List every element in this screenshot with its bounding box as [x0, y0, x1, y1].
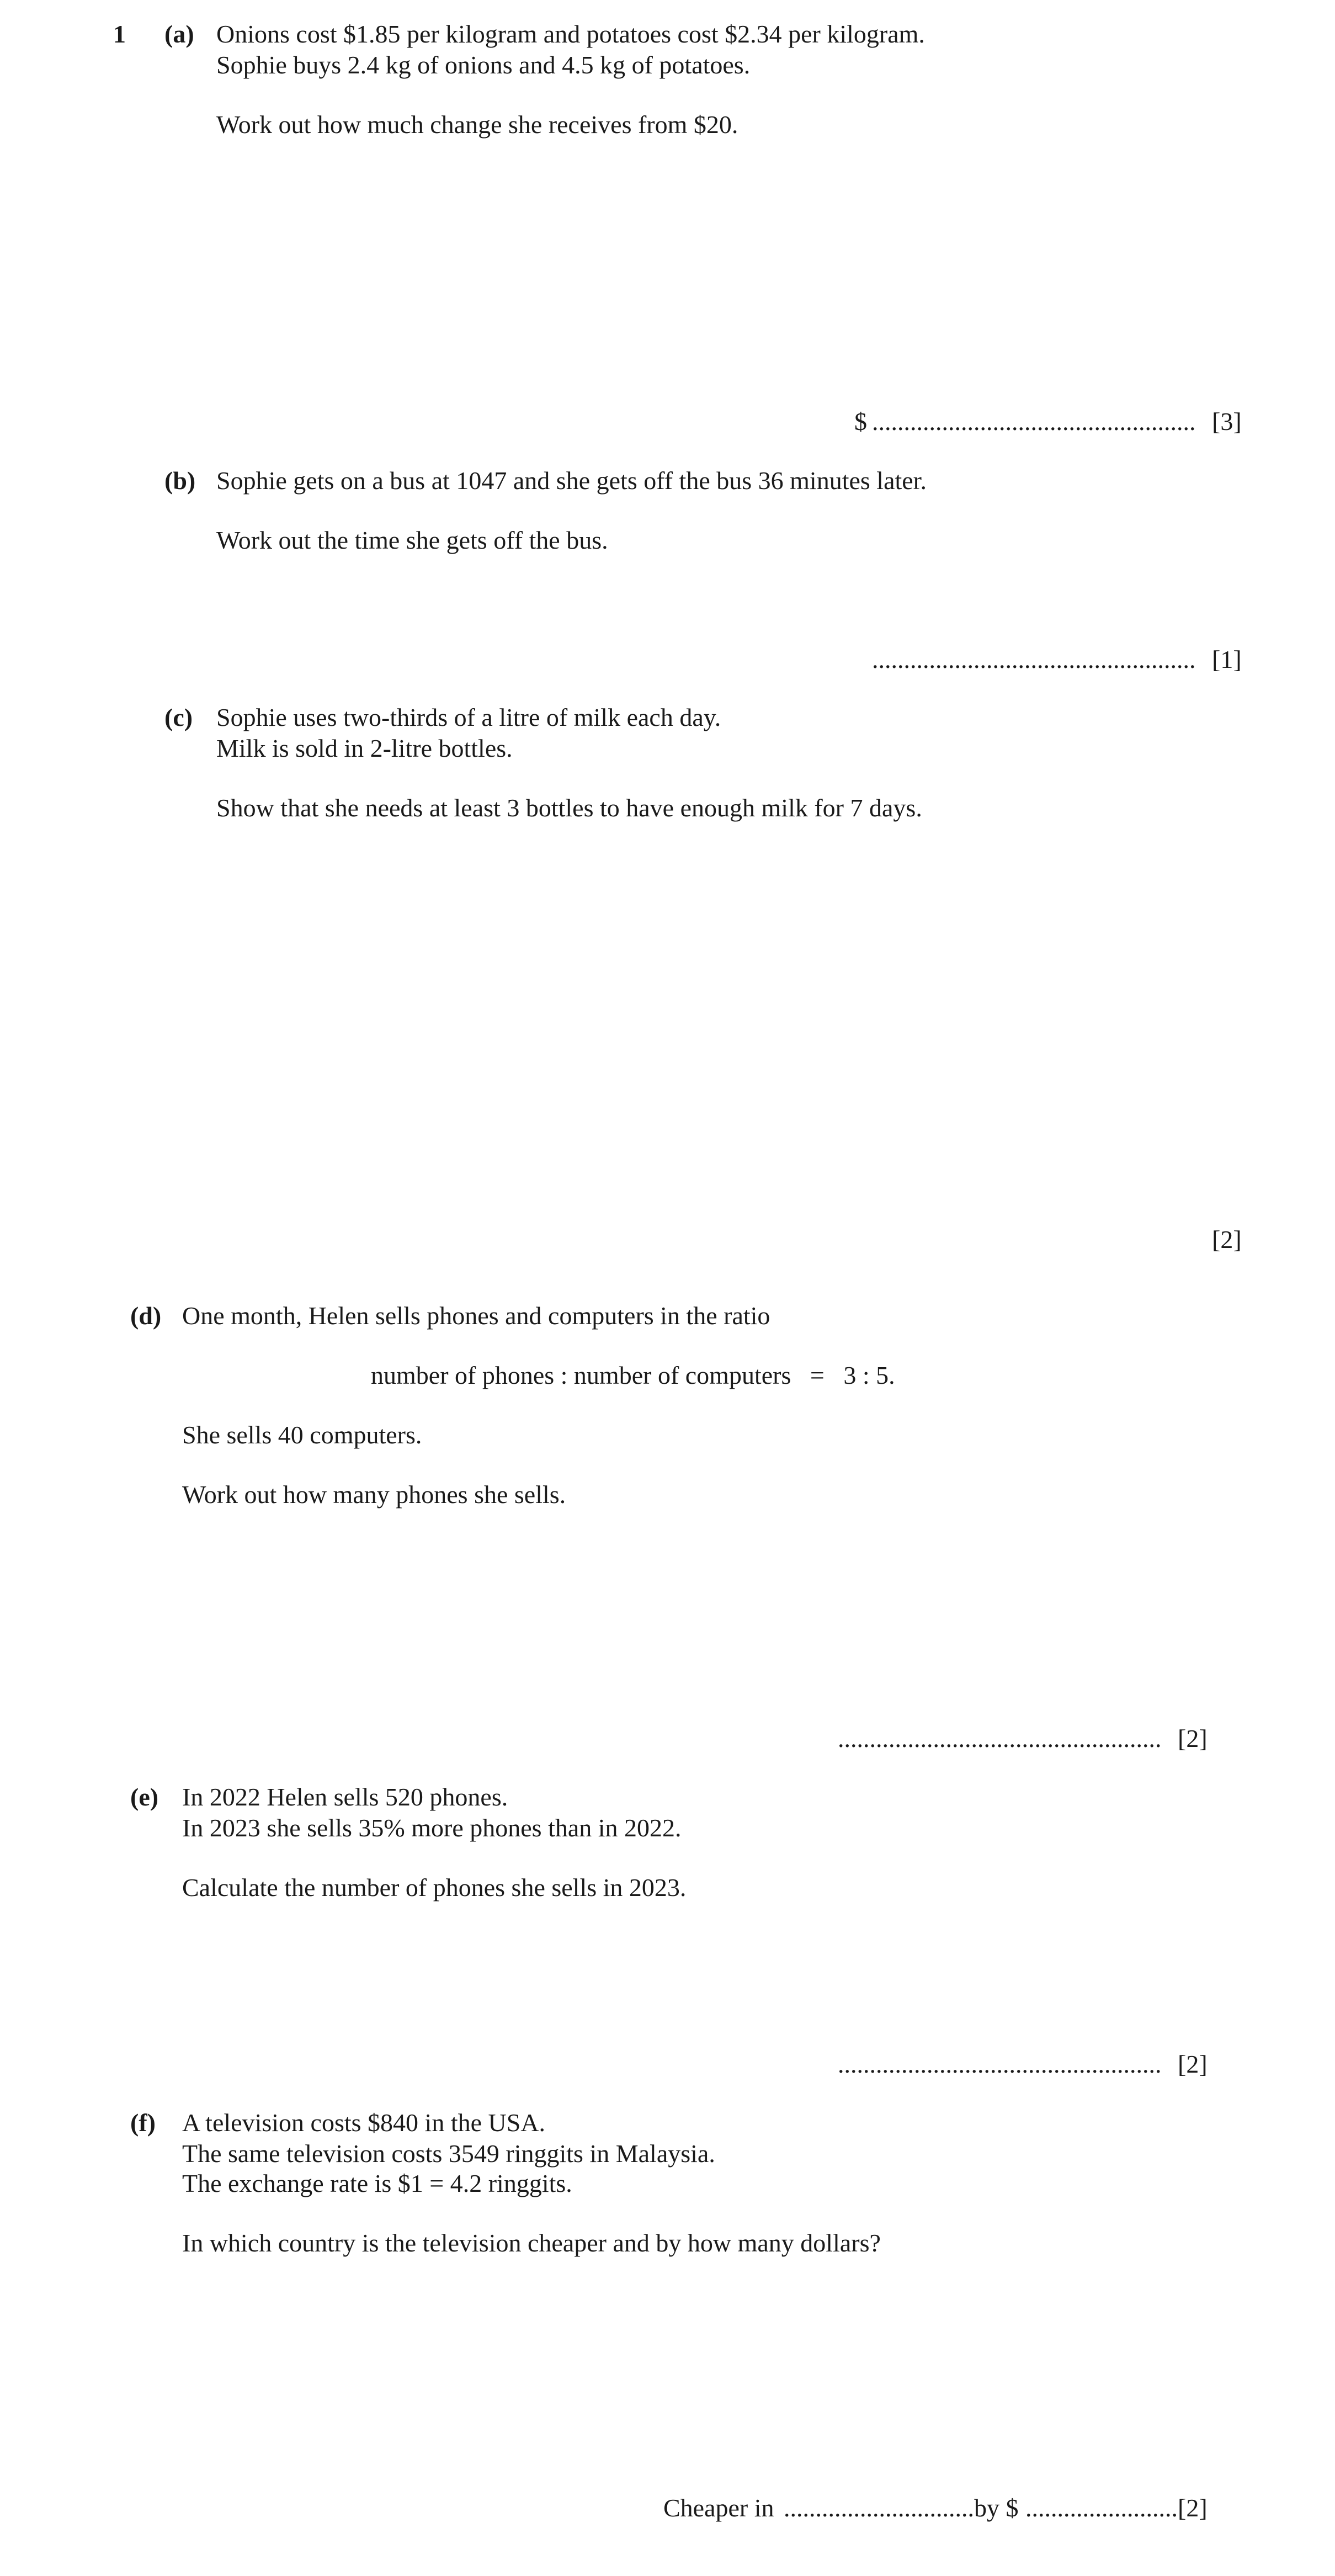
part-a-label: (a) — [164, 20, 194, 48]
question-number: 1 — [113, 20, 126, 48]
part-c-line-1: Sophie uses two-thirds of a litre of milk each day. — [216, 703, 721, 731]
part-b-label: (b) — [164, 466, 196, 495]
part-e-answer-line[interactable]: ................................................... — [838, 2050, 1162, 2078]
part-d-extra: She sells 40 computers. — [182, 1421, 422, 1449]
part-d-answer-line[interactable]: ................................................... — [838, 1724, 1162, 1752]
part-d-line-1: One month, Helen sells phones and computers in the ratio — [182, 1302, 770, 1330]
part-f-answer-country[interactable]: .............................. — [784, 2494, 974, 2522]
part-d-instruction: Work out how many phones she sells. — [182, 1480, 566, 1509]
part-b-marks: [1] — [1212, 645, 1242, 673]
part-b-line-1: Sophie gets on a bus at 1047 and she gets off the bus 36 minutes later. — [216, 466, 927, 495]
part-e-line-2: In 2023 she sells 35% more phones than in 2022. — [182, 1814, 682, 1842]
part-e-marks: [2] — [1178, 2050, 1208, 2078]
part-b-instruction: Work out the time she gets off the bus. — [216, 526, 608, 554]
part-a-answer-line[interactable]: ................................................... — [872, 407, 1196, 435]
part-c-instruction: Show that she needs at least 3 bottles to have enough milk for 7 days. — [216, 794, 922, 822]
part-d-ratio: number of phones : number of computers = 3 : 5. — [371, 1361, 895, 1389]
part-f-instruction: In which country is the television cheaper and by how many dollars? — [182, 2229, 881, 2257]
part-e-instruction: Calculate the number of phones she sells in 2023. — [182, 1873, 687, 1902]
part-e-label: (e) — [130, 1783, 159, 1811]
part-c-marks: [2] — [1212, 1225, 1242, 1254]
part-c-line-2: Milk is sold in 2-litre bottles. — [216, 734, 513, 762]
part-f-line-1: A television costs $840 in the USA. — [182, 2108, 546, 2137]
part-c-label: (c) — [164, 703, 193, 731]
part-a-line-1: Onions cost $1.85 per kilogram and potatoes cost $2.34 per kilogram. — [216, 20, 925, 48]
part-f-answer-label-1: Cheaper in — [663, 2494, 774, 2522]
part-a-answer-prefix: $ — [854, 407, 867, 435]
part-a-line-2: Sophie buys 2.4 kg of onions and 4.5 kg of potatoes. — [216, 51, 751, 79]
part-d-marks: [2] — [1178, 1724, 1208, 1752]
part-d-label: (d) — [130, 1302, 162, 1330]
part-e-line-1: In 2022 Helen sells 520 phones. — [182, 1783, 508, 1811]
part-f-line-2: The same television costs 3549 ringgits in Malaysia. — [182, 2139, 715, 2168]
part-f-marks: [2] — [1178, 2494, 1208, 2522]
part-f-answer-amount[interactable]: ........................ — [1025, 2494, 1178, 2522]
part-f-label: (f) — [130, 2108, 156, 2137]
part-f-answer-label-2: by $ — [974, 2494, 1019, 2522]
part-b-answer-line[interactable]: ................................................... — [872, 645, 1196, 673]
part-a-marks: [3] — [1212, 407, 1242, 435]
part-f-line-3: The exchange rate is $1 = 4.2 ringgits. — [182, 2169, 572, 2197]
part-a-instruction: Work out how much change she receives from $20. — [216, 110, 738, 139]
